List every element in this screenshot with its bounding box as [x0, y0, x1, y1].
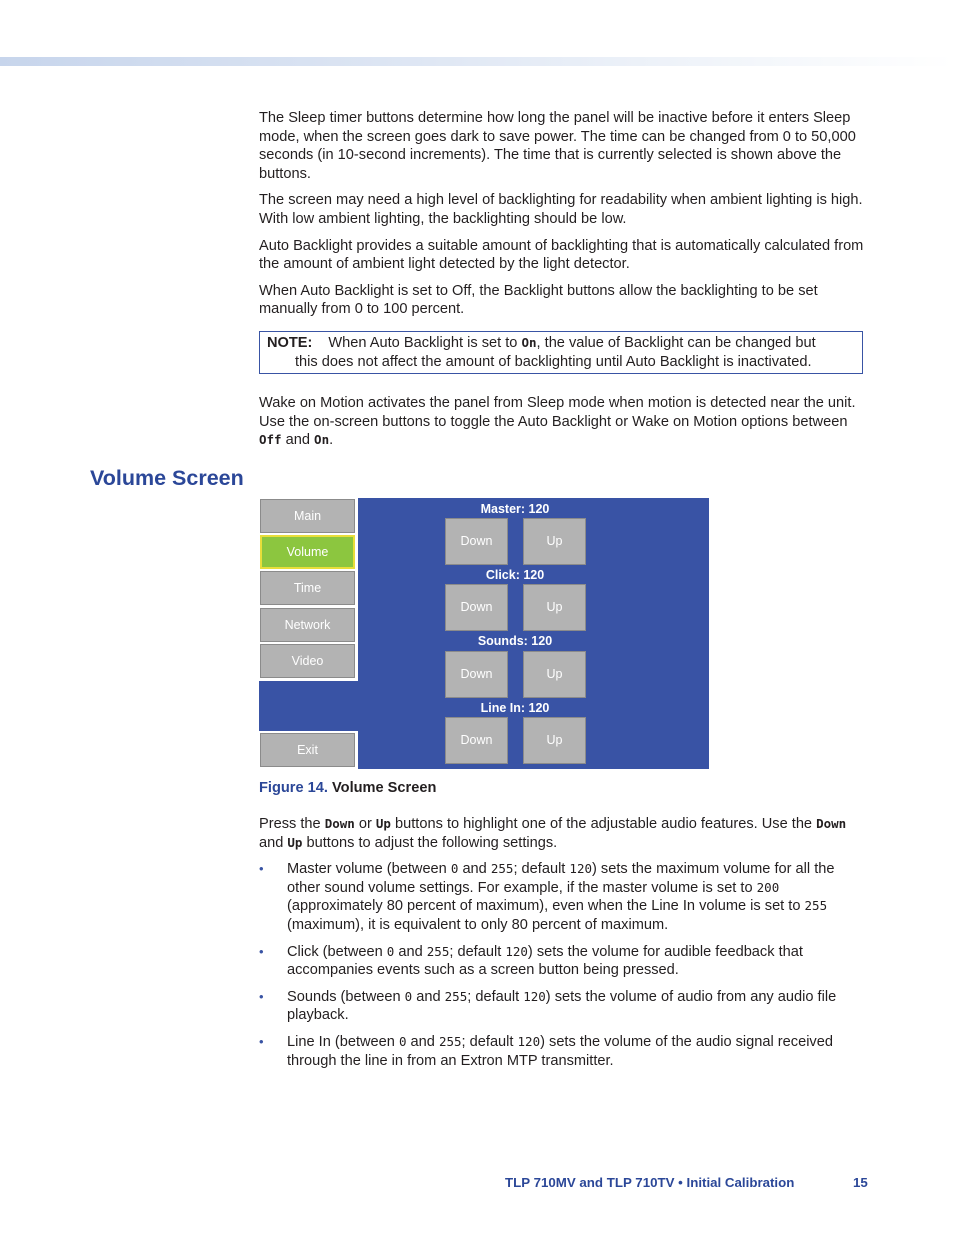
paragraph-auto-backlight: Auto Backlight provides a suitable amount of backlighting that is automatically calculated from the amount of ambient light detected by the light detector. — [259, 237, 864, 273]
footer-title: TLP 710MV and TLP 710TV • Initial Calibration — [505, 1175, 795, 1190]
bullet-code-min: 0 — [450, 861, 459, 877]
bullet-icon: • — [259, 988, 264, 1004]
press-text-2: or — [354, 816, 376, 832]
menu-button-network[interactable]: Network — [260, 608, 355, 642]
master-volume-label: Master: 120 — [480, 502, 550, 516]
bullet-text: ) sets the volume for audible feedback that accompanies events such as a screen button being pressed. — [287, 943, 803, 979]
bullet-code-default: 120 — [569, 861, 592, 877]
page-number: 15 — [853, 1175, 868, 1190]
click-down-button[interactable]: Down — [445, 584, 508, 631]
note-code-on: On — [521, 334, 537, 350]
intro-section — [259, 109, 865, 458]
side-menu-gap — [259, 681, 358, 731]
page-footer — [505, 1175, 868, 1190]
note-text-continued: this does not affect the amount of backlighting until Auto Backlight is inactivated. — [295, 353, 812, 370]
bullet-text: ; default — [513, 861, 570, 878]
settings-bullet-list — [259, 860, 865, 1070]
side-menu-column — [259, 498, 358, 769]
bullet-text: (maximum), it is equivalent to only 80 percent of maximum. — [287, 916, 669, 933]
line-in-up-button[interactable]: Up — [523, 717, 586, 764]
bullet-code-min: 0 — [386, 943, 395, 959]
bullet-text: and — [394, 943, 427, 960]
bullet-icon: • — [259, 861, 264, 877]
bullet-text: ) sets the volume of audio from any audio file playback. — [287, 988, 837, 1024]
note-text-pre: When Auto Backlight is set to — [328, 334, 522, 351]
paragraph-wake-on-motion — [259, 394, 865, 450]
press-code-down-1: Down — [324, 816, 355, 831]
bullet-text: ; default — [461, 1033, 518, 1050]
note-text-post: , the value of Backlight can be changed but — [536, 334, 816, 351]
bullet-text: and — [458, 861, 491, 878]
bullet-text: and — [412, 988, 445, 1005]
volume-settings-section — [259, 815, 865, 1078]
menu-button-video[interactable]: Video — [260, 644, 355, 678]
bullet-text: ; default — [467, 988, 524, 1005]
bullet-code-example: 200 — [756, 879, 780, 895]
bullet-text: (approximately 80 percent of maximum), even when the Line In volume is set to — [287, 898, 805, 915]
wake-text-mid: and — [281, 432, 315, 449]
bullet-text: ; default — [449, 943, 506, 960]
bullet-icon: • — [259, 943, 264, 959]
bullet-code-default: 120 — [517, 1033, 541, 1049]
press-text-4: and — [259, 834, 288, 851]
sounds-up-button[interactable]: Up — [523, 651, 586, 698]
header-gradient-bar — [0, 57, 954, 66]
paragraph-sleep-timer: The Sleep timer buttons determine how long the panel will be inactive before it enters Sleep mode, when the screen goes dark to save power. The time can be changed from 0 to 50,000 seconds (in 10-second increments). The time that is currently selected is shown above the buttons. — [259, 110, 856, 182]
figure-number: Figure 14. — [259, 780, 328, 796]
bullet-code-max: 255 — [444, 988, 468, 1004]
bullet-master-volume — [259, 860, 865, 934]
sounds-volume-label: Sounds: 120 — [477, 634, 553, 648]
section-title: Volume Screen — [90, 466, 244, 490]
bullet-icon: • — [259, 1033, 264, 1049]
bullet-text: ) sets the volume of the audio signal received through the line in from an Extron MTP transmitter. — [287, 1033, 833, 1069]
bullet-text: Line In (between — [287, 1033, 399, 1050]
bullet-code-min: 0 — [398, 1033, 407, 1049]
sounds-down-button[interactable]: Down — [445, 651, 508, 698]
press-code-up-2: Up — [287, 834, 303, 850]
press-text-3: buttons to highlight one of the adjustable audio features. Use the — [390, 816, 817, 832]
figure-title: Volume Screen — [332, 780, 437, 796]
menu-button-exit[interactable]: Exit — [260, 733, 355, 767]
paragraph-backlighting: The screen may need a high level of backlighting for readability when ambient lighting is high. With low ambient lighting, the backlighting should be low. — [259, 192, 863, 227]
note-label: NOTE: — [267, 334, 313, 351]
press-text-5: buttons to adjust the following settings. — [302, 834, 558, 851]
note-box — [259, 331, 863, 374]
click-up-button[interactable]: Up — [523, 584, 586, 631]
wake-code-on: On — [314, 432, 330, 448]
bullet-text: and — [406, 1033, 439, 1050]
line-in-down-button[interactable]: Down — [445, 717, 508, 764]
menu-button-volume[interactable]: Volume — [260, 535, 355, 569]
master-up-button[interactable]: Up — [523, 518, 586, 565]
bullet-line-in — [259, 1033, 865, 1070]
menu-button-main[interactable]: Main — [260, 499, 355, 533]
bullet-code-max: 255 — [438, 1033, 462, 1049]
menu-button-time[interactable]: Time — [260, 571, 355, 605]
bullet-code-default: 120 — [523, 988, 546, 1004]
bullet-code-max: 255 — [490, 861, 514, 877]
bullet-click — [259, 943, 865, 980]
bullet-code-max: 255 — [426, 943, 450, 959]
bullet-text: Master volume (between — [287, 861, 451, 878]
bullet-text: Click (between — [287, 943, 387, 960]
wake-text-post: . — [329, 432, 334, 449]
bullet-code-default: 120 — [505, 943, 528, 959]
bullet-text: Sounds (between — [287, 988, 405, 1005]
bullet-sounds — [259, 988, 865, 1025]
press-code-up-1: Up — [375, 816, 391, 831]
wake-text-pre: Wake on Motion activates the panel from Sleep mode when motion is detected near the unit. Use the on-screen buttons to toggle the Auto Backlight or Wake on Motion options between — [259, 395, 856, 430]
click-volume-label: Click: 120 — [485, 568, 545, 582]
line-in-volume-label: Line In: 120 — [480, 701, 550, 715]
press-text-1: Press the — [259, 816, 325, 832]
bullet-code-min: 0 — [404, 988, 413, 1004]
master-down-button[interactable]: Down — [445, 518, 508, 565]
wake-code-off: Off — [259, 432, 282, 448]
figure-caption — [259, 780, 436, 796]
volume-screen-figure — [259, 498, 709, 769]
bullet-code-example: 255 — [804, 898, 828, 914]
paragraph-manual-backlight: When Auto Backlight is set to Off, the Backlight buttons allow the backlighting to be set manually from 0 to 100 percent. — [259, 282, 818, 318]
bullet-text: ) sets the maximum volume for all the other sound volume settings. For example, if the master volume is set to — [287, 861, 835, 896]
press-code-down-2: Down — [816, 816, 847, 831]
paragraph-press-buttons — [259, 815, 865, 852]
